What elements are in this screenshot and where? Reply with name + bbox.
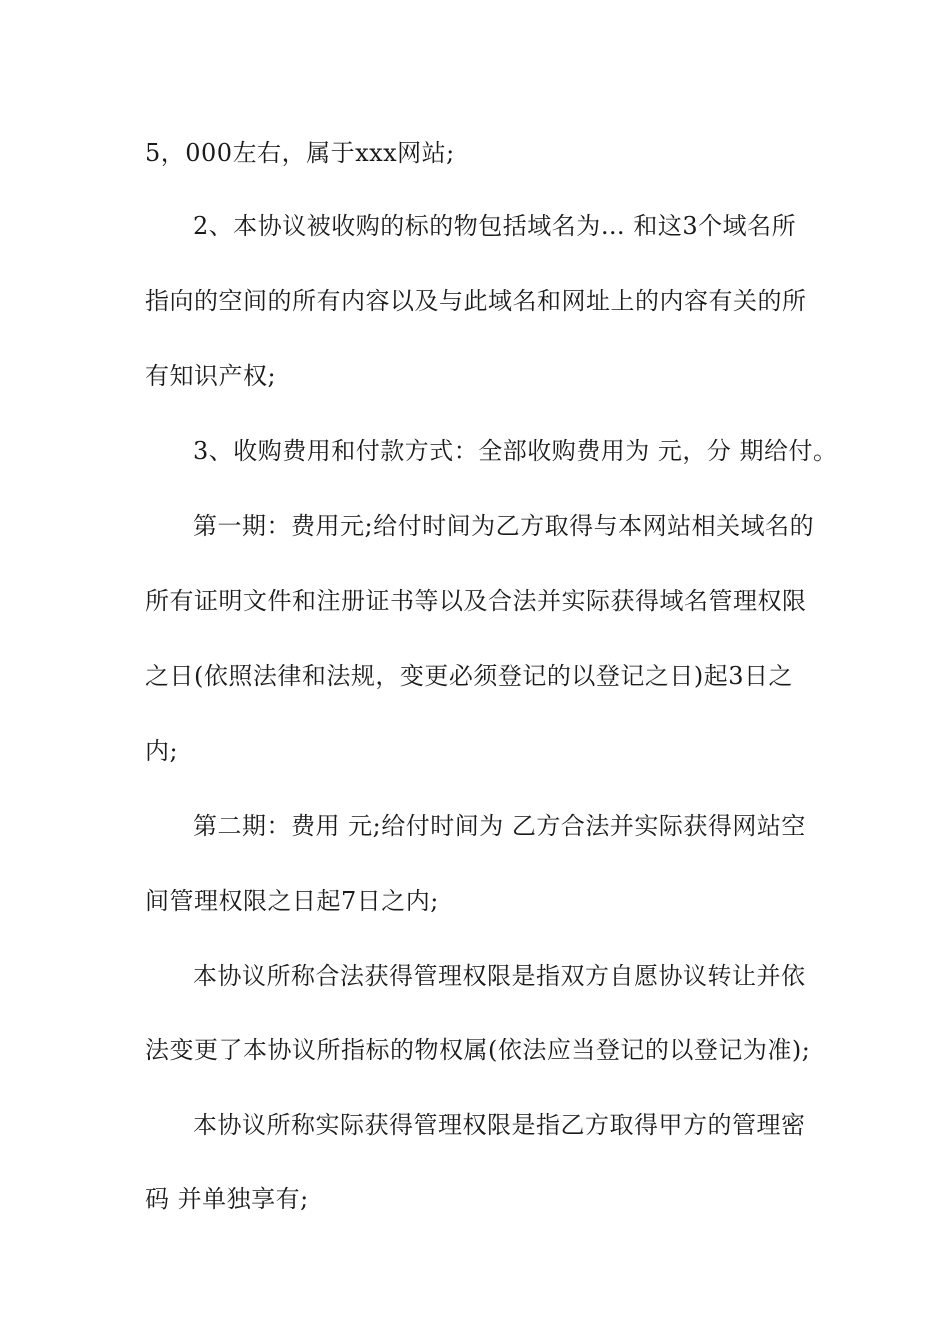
paragraph-line: 3、收购费用和付款方式：全部收购费用为 元，分 期给付。 bbox=[193, 437, 838, 465]
paragraph-line: 所有证明文件和注册证书等以及合法并实际获得域名管理权限 bbox=[145, 587, 807, 615]
paragraph-line: 指向的空间的所有内容以及与此域名和网址上的内容有关的所 bbox=[145, 287, 807, 315]
paragraph-line: 有知识产权; bbox=[145, 362, 277, 390]
paragraph-line: 第二期：费用 元;给付时间为 乙方合法并实际获得网站空 bbox=[193, 812, 806, 840]
paragraph-line: 之日(依照法律和法规，变更必须登记的以登记之日)起3日之 bbox=[145, 662, 793, 690]
paragraph-line: 法变更了本协议所指标的物权属(依法应当登记的以登记为准); bbox=[145, 1036, 811, 1064]
paragraph-line: 本协议所称实际获得管理权限是指乙方取得甲方的管理密 bbox=[193, 1111, 806, 1139]
paragraph-line: 本协议所称合法获得管理权限是指双方自愿协议转让并依 bbox=[193, 962, 806, 990]
paragraph-line: 第一期：费用元;给付时间为乙方取得与本网站相关域名的 bbox=[193, 512, 815, 540]
paragraph-line: 码 并单独享有; bbox=[145, 1185, 309, 1213]
paragraph-line: 5，000左右，属于xxx网站; bbox=[145, 139, 455, 167]
paragraph-line: 2、本协议被收购的标的物包括域名为… 和这3个域名所 bbox=[193, 212, 797, 240]
paragraph-line: 间管理权限之日起7日之内; bbox=[145, 887, 439, 915]
paragraph-line: 内; bbox=[145, 737, 179, 765]
